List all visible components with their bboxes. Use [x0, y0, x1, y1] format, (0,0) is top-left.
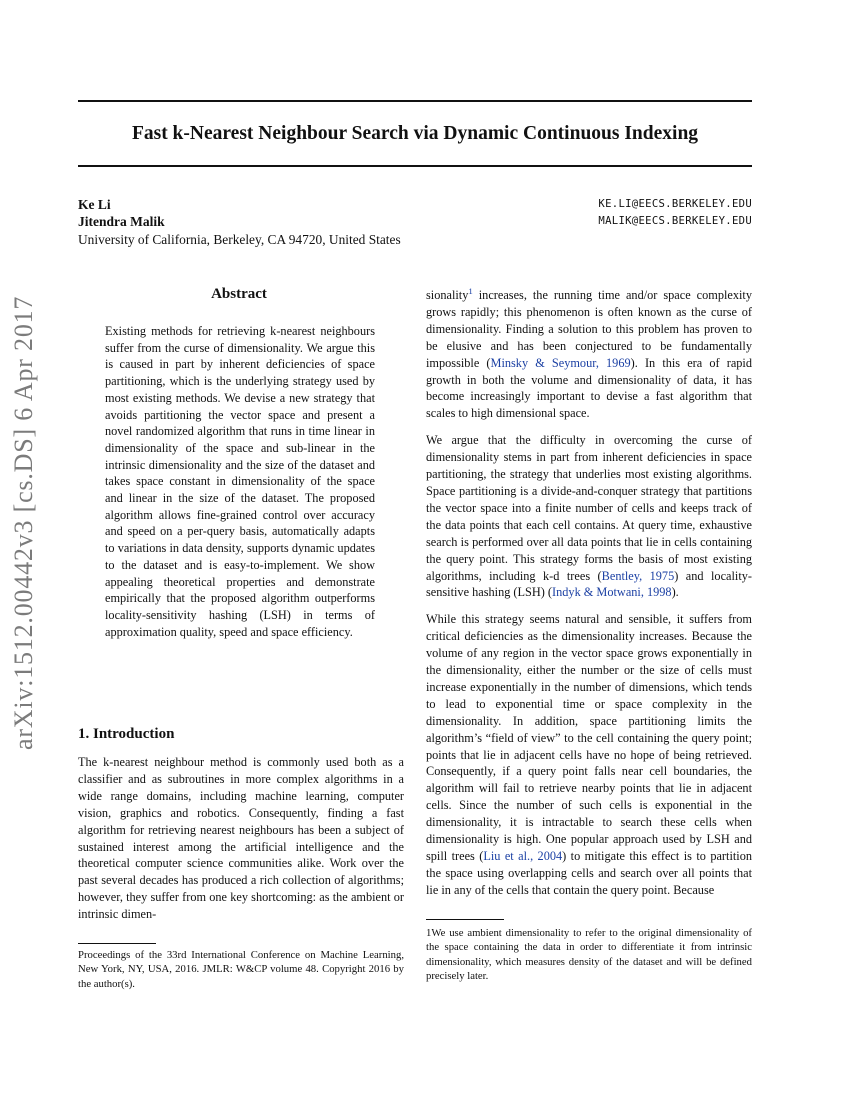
affiliation: University of California, Berkeley, CA 94720, United States: [78, 232, 401, 247]
author-email-2[interactable]: MALIK@EECS.BERKELEY.EDU: [598, 215, 752, 227]
author-name-1: Ke Li: [78, 197, 111, 212]
p2-text-a: We argue that the difficulty in overcoming the curse of dimensionality stems in part from inherent deficiencies in space partitioning, the strategy that underlies most existing algorithms. Space partitioning is a divide-and-conquer strategy that partitions the vector space into a finite number of cells and keeps track of the data points that each cell contains. At query time, exhaustive search is performed over all data points that lie in cells containing the query point. This strategy forms the basis of most existing algorithms, including k-d trees (: [426, 433, 752, 583]
title-bottom-rule: [78, 165, 752, 167]
citation-liu[interactable]: Liu et al., 2004: [483, 849, 563, 863]
p2-text-b: ) and locality-sensitive hashing (LSH) (: [426, 568, 752, 600]
p2-text-c: ).: [671, 585, 679, 600]
p3-text-a: While this strategy seems natural and sensible, it suffers from critical deficiencies as the dimensionality increases. Because the volume of any region in the vector space grows exponentially in the dimensionality, either the number or the size of cells must increase exponentially in the number of dimensions, which tends to lead to exponential time or space complexity in the dimensionality. In addition, space partitioning limits the algorithm’s “field of view” to the cell containing the query point; points that lie in adjacent cells have no hope of being retrieved. Consequently, if a query point falls near cell boundaries, the algorithm will fail to retrieve nearby points that lie in adjacent cells. Since the number of such cells is exponential in the dimensionality, it is intractable to search these cells when dimensionality is high. One popular approach used by LSH and spill trees (: [426, 612, 752, 863]
p1-text-c: ). In this era of rapid growth in both the volume and dimensionality of data, it has become increasingly important to devise a fast algorithm that scales to high dimensional space.: [426, 355, 752, 421]
intro-heading: 1. Introduction: [78, 726, 175, 742]
footnote-rule-left: [78, 943, 156, 944]
intro-paragraph-1: [426, 287, 752, 422]
intro-paragraph-2: [426, 432, 752, 601]
footnote-1: 1We use ambient dimensionality to refer to the original dimensionality of the space containing the data in order to differentiate it from intrinsic dimensionality, which measures density of the dataset and will be defined precisely later.: [426, 927, 752, 982]
footnote-marker-1[interactable]: 1: [468, 285, 473, 296]
abstract-text: Existing methods for retrieving k-nearest neighbours suffer from the curse of dimensionality. We argue this is caused in part by inherent deficiencies of space partitioning, which is the underlying strategy used by most existing methods. We devise a new strategy that avoids partitioning the vector space and present a novel randomized algorithm that runs in time linear in dimensionality of the space and sub-linear in the intrinsic dimensionality and the size of the dataset and takes space constant in dimensionality of the space and linear in the size of the dataset. The proposed algorithm allows fine-grained control over accuracy and speed on a per-query basis, automatically adapts to variations in data density, supports dynamic updates to the dataset and is easy-to-implement. We show appealing theoretical properties and demonstrate empirically that the proposed algorithm outperforms locality-sensitivity hashing (LSH) in terms of approximation quality, speed and space efficiency.: [105, 324, 375, 639]
right-column: [426, 287, 752, 909]
citation-indyk[interactable]: Indyk & Motwani, 1998: [552, 585, 672, 600]
citation-minsky[interactable]: Minsky & Seymour, 1969: [490, 355, 631, 370]
arxiv-sidebar-label: arXiv:1512.00442v3 [cs.DS] 6 Apr 2017: [9, 295, 38, 750]
intro-left-paragraph: The k-nearest neighbour method is commonly used both as a classifier and as subroutines in more complex algorithms in a wide range domains, including machine learning, computer vision, graphics and robotics. Consequently, finding a fast algorithm for retrieving nearest neighbours has been a subject of sustained interest among the artificial intelligence and the theoretical computer science communities alike. Work over the past several decades has produced a rich collection of algorithms; however, they suffer from one key shortcoming: as the ambient or intrinsic dimen-: [78, 755, 404, 922]
author-email-1[interactable]: KE.LI@EECS.BERKELEY.EDU: [598, 198, 752, 210]
abstract-heading: Abstract: [211, 286, 267, 302]
top-rule: [78, 100, 752, 102]
paper-title: Fast k-Nearest Neighbour Search via Dynamic Continuous Indexing: [131, 123, 699, 144]
p3-text-b: ) to mitigate this effect is to partition the space using overlapping cells and search over all points that lie in any of the cells that contain the query point. Because: [426, 849, 752, 897]
p1-text-b: increases, the running time and/or space complexity grows rapidly; this phenomenon is often known as the curse of dimensionality. Finding a solution to this problem has proven to be elusive and has been conjectured to be fundamentally impossible (: [426, 288, 752, 370]
citation-bentley[interactable]: Bentley, 1975: [601, 568, 675, 583]
footnote-rule-right: [426, 919, 504, 920]
author-name-2: Jitendra Malik: [78, 214, 165, 229]
p1-text-a: sionality: [426, 288, 469, 302]
proceedings-note: Proceedings of the 33rd International Conference on Machine Learning, New York, NY, USA, 2016. JMLR: W&CP volume 48. Copyright 2016 by the author(s).: [78, 949, 404, 990]
intro-paragraph-3: [426, 611, 752, 898]
